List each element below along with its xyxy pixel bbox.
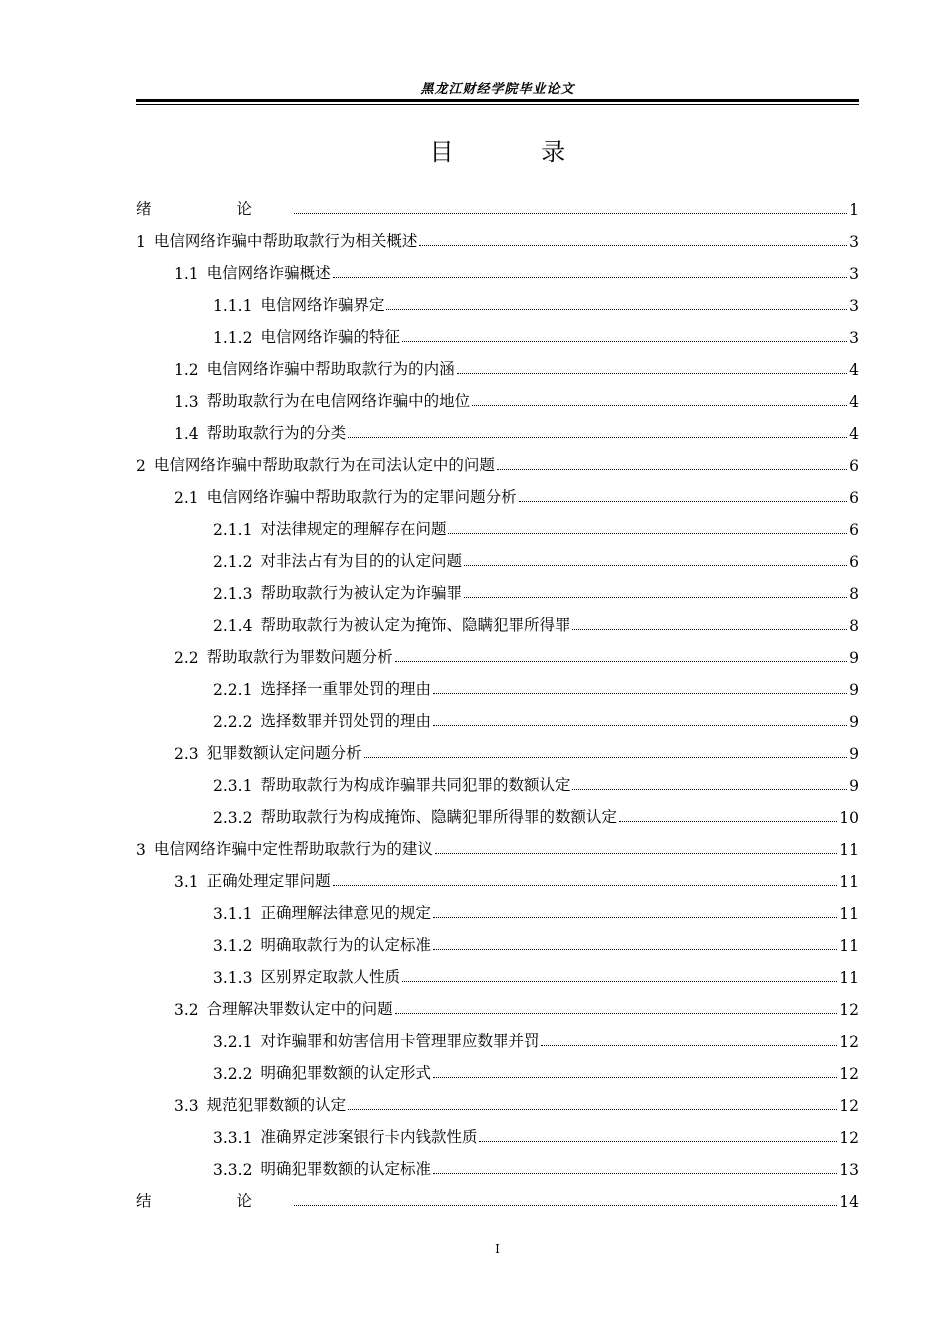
toc-entry-number: 2 xyxy=(136,457,146,475)
toc-entry-title: 帮助取款行为构成诈骗罪共同犯罪的数额认定 xyxy=(260,776,571,794)
toc-entry-number: 1.1.2 xyxy=(213,329,253,347)
toc-entry-page: 11 xyxy=(839,841,859,859)
toc-entry-page: 12 xyxy=(839,1001,859,1019)
toc-entry-page: 8 xyxy=(849,617,859,635)
toc-entry-title: 帮助取款行为被认定为掩饰、隐瞒犯罪所得罪 xyxy=(260,616,571,634)
toc-dot-leader xyxy=(419,245,847,246)
toc-entry-title: 电信网络诈骗界定 xyxy=(260,296,385,314)
toc-entry[interactable] xyxy=(136,603,859,635)
toc-entry-number: 2.2.2 xyxy=(213,713,253,731)
toc-dot-leader xyxy=(294,213,847,214)
toc-entry-page: 12 xyxy=(839,1097,859,1115)
toc-entry-title: 明确取款行为的认定标准 xyxy=(260,936,431,954)
toc-entry-number: 2.2.1 xyxy=(213,681,253,699)
toc-entry[interactable] xyxy=(136,507,859,539)
toc-entry-title: 选择数罪并罚处罚的理由 xyxy=(260,712,431,730)
toc-list xyxy=(136,187,859,1211)
toc-entry-title: 选择择一重罪处罚的理由 xyxy=(260,680,431,698)
toc-dot-leader xyxy=(386,309,847,310)
toc-entry-number: 2.1 xyxy=(174,489,199,507)
toc-entry-title: 规范犯罪数额的认定 xyxy=(206,1096,347,1114)
toc-entry[interactable] xyxy=(136,1147,859,1179)
toc-entry[interactable] xyxy=(136,347,859,379)
toc-entry-page: 4 xyxy=(849,361,859,379)
toc-entry-page: 3 xyxy=(849,265,859,283)
toc-entry[interactable] xyxy=(136,1179,859,1211)
toc-entry-title: 电信网络诈骗中帮助取款行为相关概述 xyxy=(153,232,418,250)
toc-dot-leader xyxy=(433,1077,837,1078)
toc-entry-number: 1.3 xyxy=(174,393,199,411)
toc-entry-title: 绪 论 xyxy=(136,200,292,218)
toc-dot-leader xyxy=(619,821,837,822)
toc-entry-title: 帮助取款行为被认定为诈骗罪 xyxy=(260,584,462,602)
toc-entry[interactable] xyxy=(136,731,859,763)
toc-entry-title: 帮助取款行为罪数问题分析 xyxy=(206,648,393,666)
toc-entry-number: 2.3.1 xyxy=(213,777,253,795)
toc-entry[interactable] xyxy=(136,795,859,827)
toc-entry-page: 12 xyxy=(839,1065,859,1083)
toc-dot-leader xyxy=(402,981,837,982)
toc-entry-title: 对法律规定的理解存在问题 xyxy=(260,520,447,538)
toc-entry[interactable] xyxy=(136,571,859,603)
toc-dot-leader xyxy=(464,565,847,566)
toc-dot-leader xyxy=(572,629,847,630)
toc-entry[interactable] xyxy=(136,443,859,475)
toc-entry-page: 9 xyxy=(849,745,859,763)
toc-dot-leader xyxy=(457,373,847,374)
toc-entry-title: 电信网络诈骗中帮助取款行为的内涵 xyxy=(206,360,455,378)
toc-entry-number: 3.1.1 xyxy=(213,905,253,923)
toc-entry[interactable] xyxy=(136,219,859,251)
toc-entry-page: 9 xyxy=(849,681,859,699)
toc-entry-title: 帮助取款行为构成掩饰、隐瞒犯罪所得罪的数额认定 xyxy=(260,808,617,826)
toc-entry-number: 3.1.3 xyxy=(213,969,253,987)
toc-entry-title: 电信网络诈骗概述 xyxy=(206,264,331,282)
toc-title: 目 录 xyxy=(429,138,606,166)
toc-dot-leader xyxy=(541,1045,837,1046)
toc-entry-title: 帮助取款行为的分类 xyxy=(206,424,347,442)
toc-dot-leader xyxy=(364,757,847,758)
toc-dot-leader xyxy=(402,341,847,342)
toc-dot-leader xyxy=(472,405,847,406)
toc-dot-leader xyxy=(448,533,847,534)
toc-entry-page: 6 xyxy=(849,457,859,475)
toc-entry-title: 电信网络诈骗中定性帮助取款行为的建议 xyxy=(153,840,433,858)
toc-entry[interactable] xyxy=(136,251,859,283)
toc-entry-title: 明确犯罪数额的认定形式 xyxy=(260,1064,431,1082)
toc-entry[interactable] xyxy=(136,283,859,315)
toc-entry-number: 2.1.1 xyxy=(213,521,253,539)
toc-dot-leader xyxy=(333,277,847,278)
toc-entry-title: 结 论 xyxy=(136,1192,292,1210)
toc-entry-page: 12 xyxy=(839,1129,859,1147)
toc-entry[interactable] xyxy=(136,987,859,1019)
toc-dot-leader xyxy=(464,597,847,598)
toc-entry-number: 3.2.2 xyxy=(213,1065,253,1083)
toc-entry-number: 1.4 xyxy=(174,425,199,443)
toc-entry-title: 准确界定涉案银行卡内钱款性质 xyxy=(260,1128,478,1146)
toc-entry-page: 8 xyxy=(849,585,859,603)
toc-entry-page: 14 xyxy=(839,1193,859,1211)
toc-entry-page: 4 xyxy=(849,393,859,411)
toc-dot-leader xyxy=(348,1109,837,1110)
toc-entry[interactable] xyxy=(136,1019,859,1051)
toc-entry-page: 11 xyxy=(839,905,859,923)
toc-dot-leader xyxy=(433,725,847,726)
toc-dot-leader xyxy=(433,949,837,950)
toc-entry-number: 3.3 xyxy=(174,1097,199,1115)
toc-entry-number: 3 xyxy=(136,841,146,859)
toc-entry-page: 6 xyxy=(849,553,859,571)
toc-entry[interactable] xyxy=(136,635,859,667)
toc-entry-number: 1.1.1 xyxy=(213,297,253,315)
toc-entry-number: 2.3 xyxy=(174,745,199,763)
toc-entry[interactable] xyxy=(136,923,859,955)
toc-entry-page: 11 xyxy=(839,969,859,987)
page-number: I xyxy=(495,1242,500,1256)
toc-dot-leader xyxy=(433,917,837,918)
toc-dot-leader xyxy=(519,501,847,502)
toc-entry[interactable] xyxy=(136,955,859,987)
toc-entry-number: 1 xyxy=(136,233,146,251)
toc-entry-number: 2.1.2 xyxy=(213,553,253,571)
toc-entry-title: 帮助取款行为在电信网络诈骗中的地位 xyxy=(206,392,471,410)
toc-entry-page: 1 xyxy=(849,201,859,219)
toc-entry-page: 3 xyxy=(849,233,859,251)
toc-entry-page: 11 xyxy=(839,937,859,955)
toc-entry-page: 10 xyxy=(839,809,859,827)
toc-entry[interactable] xyxy=(136,699,859,731)
toc-entry[interactable] xyxy=(136,1083,859,1115)
running-header: 黑龙江财经学院毕业论文 xyxy=(420,82,575,97)
toc-entry-page: 9 xyxy=(849,713,859,731)
toc-entry[interactable] xyxy=(136,859,859,891)
toc-entry-page: 4 xyxy=(849,425,859,443)
toc-entry[interactable] xyxy=(136,891,859,923)
toc-entry-page: 3 xyxy=(849,329,859,347)
toc-entry-number: 2.1.3 xyxy=(213,585,253,603)
toc-entry[interactable] xyxy=(136,411,859,443)
toc-entry-page: 11 xyxy=(839,873,859,891)
toc-entry-title: 正确理解法律意见的规定 xyxy=(260,904,431,922)
toc-entry-number: 2.2 xyxy=(174,649,199,667)
toc-dot-leader xyxy=(433,693,847,694)
toc-dot-leader xyxy=(395,1013,838,1014)
toc-dot-leader xyxy=(348,437,847,438)
toc-entry-page: 12 xyxy=(839,1033,859,1051)
toc-entry-title: 区别界定取款人性质 xyxy=(260,968,400,986)
toc-dot-leader xyxy=(294,1205,837,1206)
toc-entry-page: 6 xyxy=(849,489,859,507)
toc-dot-leader xyxy=(333,885,838,886)
toc-dot-leader xyxy=(479,1141,837,1142)
toc-entry-page: 6 xyxy=(849,521,859,539)
toc-dot-leader xyxy=(435,853,837,854)
toc-entry-title: 正确处理定罪问题 xyxy=(206,872,331,890)
toc-entry-number: 1.1 xyxy=(174,265,199,283)
toc-entry-title: 电信网络诈骗的特征 xyxy=(260,328,400,346)
toc-entry-title: 对非法占有为目的的认定问题 xyxy=(260,552,462,570)
toc-entry[interactable] xyxy=(136,475,859,507)
toc-entry-number: 3.1 xyxy=(174,873,199,891)
toc-entry[interactable] xyxy=(136,827,859,859)
toc-entry[interactable] xyxy=(136,1115,859,1147)
toc-dot-leader xyxy=(497,469,847,470)
toc-entry-number: 3.3.2 xyxy=(213,1161,253,1179)
toc-entry-number: 3.2.1 xyxy=(213,1033,253,1051)
toc-entry[interactable] xyxy=(136,379,859,411)
toc-entry[interactable] xyxy=(136,1051,859,1083)
toc-entry-title: 明确犯罪数额的认定标准 xyxy=(260,1160,431,1178)
toc-entry[interactable] xyxy=(136,667,859,699)
toc-entry-number: 2.1.4 xyxy=(213,617,253,635)
toc-entry-number: 3.1.2 xyxy=(213,937,253,955)
toc-dot-leader xyxy=(395,661,847,662)
toc-entry-title: 对诈骗罪和妨害信用卡管理罪应数罪并罚 xyxy=(260,1032,540,1050)
toc-entry-page: 9 xyxy=(849,777,859,795)
toc-entry-title: 合理解决罪数认定中的问题 xyxy=(206,1000,393,1018)
header-rule-thick xyxy=(136,99,859,102)
toc-entry[interactable] xyxy=(136,763,859,795)
toc-entry[interactable] xyxy=(136,539,859,571)
toc-entry-page: 9 xyxy=(849,649,859,667)
header-rule-thin xyxy=(136,104,859,105)
toc-entry[interactable] xyxy=(136,187,859,219)
toc-entry-title: 电信网络诈骗中帮助取款行为在司法认定中的问题 xyxy=(153,456,495,474)
toc-entry-number: 2.3.2 xyxy=(213,809,253,827)
toc-entry-page: 3 xyxy=(849,297,859,315)
toc-entry-title: 犯罪数额认定问题分析 xyxy=(206,744,362,762)
toc-entry-number: 3.3.1 xyxy=(213,1129,253,1147)
toc-entry-title: 电信网络诈骗中帮助取款行为的定罪问题分析 xyxy=(206,488,517,506)
toc-entry-number: 1.2 xyxy=(174,361,199,379)
toc-dot-leader xyxy=(433,1173,837,1174)
toc-entry-number: 3.2 xyxy=(174,1001,199,1019)
toc-dot-leader xyxy=(572,789,847,790)
toc-entry-page: 13 xyxy=(839,1161,859,1179)
toc-entry[interactable] xyxy=(136,315,859,347)
